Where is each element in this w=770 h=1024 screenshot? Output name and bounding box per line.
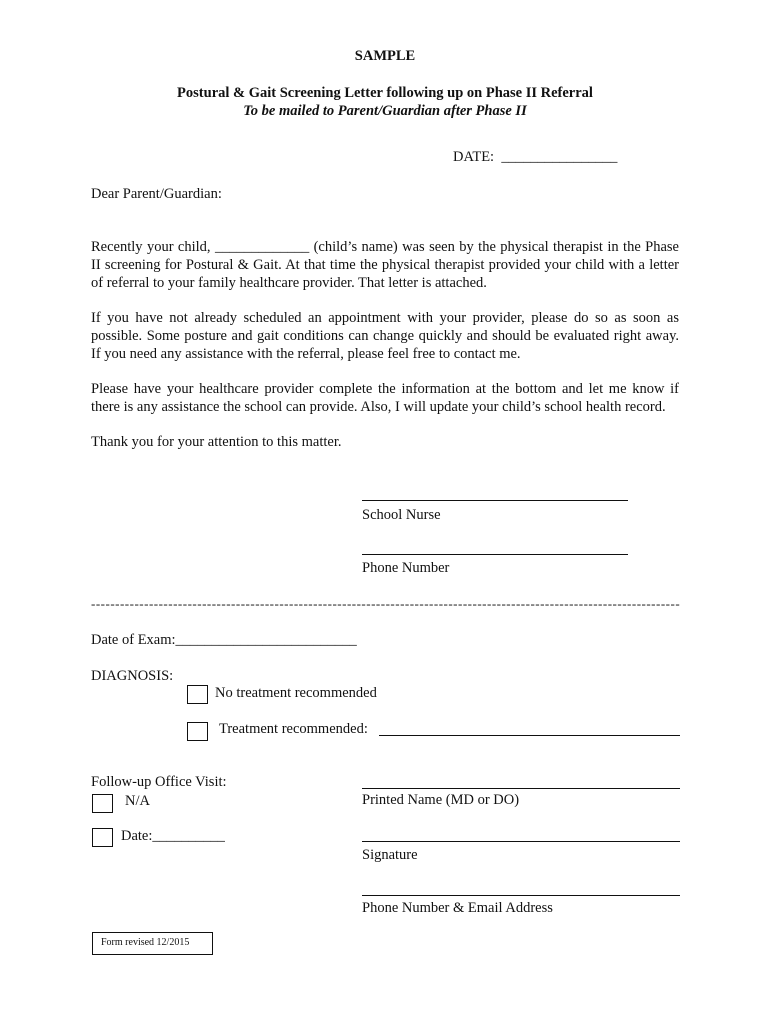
followup-date-field: Date:__________ [121,828,225,844]
no-treatment-checkbox[interactable] [187,685,208,704]
paragraph-2: If you have not already scheduled an appointment with your provider, please do so as soon as possible. Some posture and gait conditions can change quickly and should be evaluated right away. If you need any assistance with the referral, please feel free to contact me. [91,310,679,362]
date-of-exam-field: Date of Exam:_________________________ [91,632,357,648]
school-nurse-signature-line [362,500,628,501]
phone-email-label: Phone Number & Email Address [362,900,553,916]
signature-line [362,841,680,842]
letter-title: Postural & Gait Screening Letter following up on Phase II Referral [177,85,593,101]
paragraph-4: Thank you for your attention to this matter. [91,434,342,450]
paragraph-1: Recently your child, _____________ (child’s name) was seen by the physical therapist in the Phase II screening for Postural & Gait. At that time the physical therapist provided your child with a letter of referral to your family healthcare provider. That letter is attached. [91,239,679,291]
salutation: Dear Parent/Guardian: [91,186,222,202]
no-treatment-label: No treatment recommended [215,685,377,701]
school-nurse-label: School Nurse [362,507,441,523]
treatment-label: Treatment recommended: [219,721,368,737]
signature-label: Signature [362,847,418,863]
date-field: DATE: ________________ [453,149,618,165]
diagnosis-label: DIAGNOSIS: [91,668,174,684]
paragraph-3: Please have your healthcare provider complete the information at the bottom and let me know if there is any assistance the school can provide. Also, I will update your child’s school health record. [91,381,679,415]
form-revised-box: Form revised 12/2015 [92,932,213,955]
followup-label: Follow-up Office Visit: [91,774,227,790]
printed-name-label: Printed Name (MD or DO) [362,792,520,808]
na-label: N/A [125,793,150,809]
sample-heading: SAMPLE [354,48,416,64]
phone-email-line [362,895,680,896]
letter-body [91,238,679,468]
na-checkbox[interactable] [92,794,113,813]
phone-number-label: Phone Number [362,560,450,576]
printed-name-line [362,788,680,789]
letter-subtitle: To be mailed to Parent/Guardian after Phase II [243,103,527,119]
treatment-line [379,735,680,736]
followup-date-checkbox[interactable] [92,828,113,847]
cut-line-separator: -------------------------------------------------------------------------------------------------------------------------- [91,596,681,611]
phone-number-line [362,554,628,555]
treatment-checkbox[interactable] [187,722,208,741]
